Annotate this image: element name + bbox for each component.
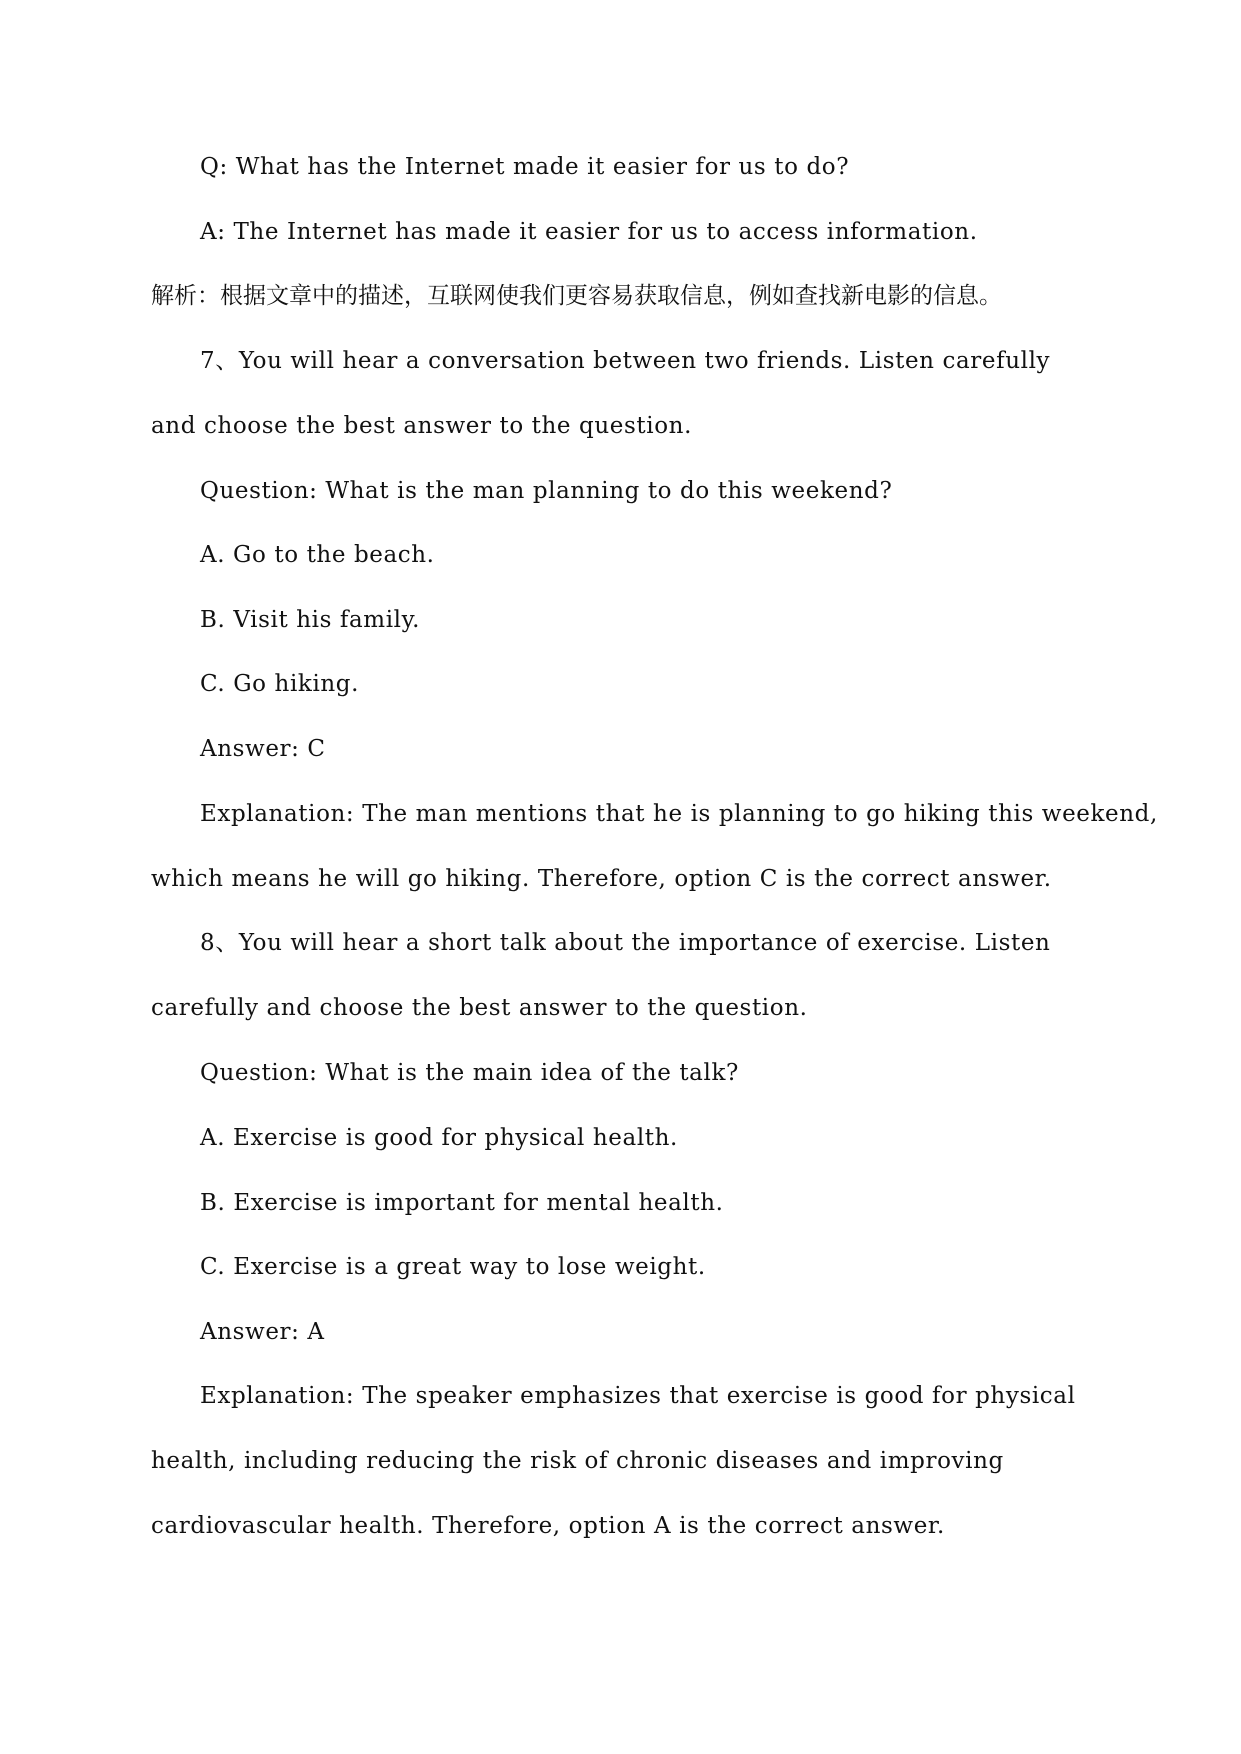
question-8-explanation-cont-2: cardiovascular health. Therefore, option A is the correct answer. [151,1513,945,1539]
question-8-intro-cont: carefully and choose the best answer to the question. [151,995,808,1021]
question-8-option-c: C. Exercise is a great way to lose weight. [200,1254,706,1280]
question-8-answer: Answer: A [200,1319,325,1345]
question-7-intro-cont: and choose the best answer to the question. [151,413,692,439]
question-7-explanation-cont: which means he will go hiking. Therefore, option C is the correct answer. [151,866,1052,892]
question-7-intro: 7、You will hear a conversation between two friends. Listen carefully [200,348,1051,374]
q-internet-question: Q: What has the Internet made it easier for us to do? [200,154,850,180]
question-7-option-c: C. Go hiking. [200,671,360,697]
question-7-explanation: Explanation: The man mentions that he is planning to go hiking this weekend, [200,801,1158,827]
question-7-option-b: B. Visit his family. [200,607,421,633]
q-internet-answer: A: The Internet has made it easier for us to access information. [200,219,978,245]
question-8-explanation-cont-1: health, including reducing the risk of chronic diseases and improving [151,1448,1004,1474]
question-8-option-b: B. Exercise is important for mental health. [200,1190,724,1216]
question-7-answer: Answer: C [200,736,326,762]
analysis-chinese: 解析：根据文章中的描述，互联网使我们更容易获取信息，例如查找新电影的信息。 [151,283,1002,309]
question-8-intro: 8、You will hear a short talk about the importance of exercise. Listen [200,930,1051,956]
question-8-explanation: Explanation: The speaker emphasizes that exercise is good for physical [200,1383,1076,1409]
question-8-prompt: Question: What is the main idea of the talk? [200,1060,739,1086]
question-7-prompt: Question: What is the man planning to do this weekend? [200,478,893,504]
question-7-option-a: A. Go to the beach. [200,542,435,568]
question-8-option-a: A. Exercise is good for physical health. [200,1125,678,1151]
